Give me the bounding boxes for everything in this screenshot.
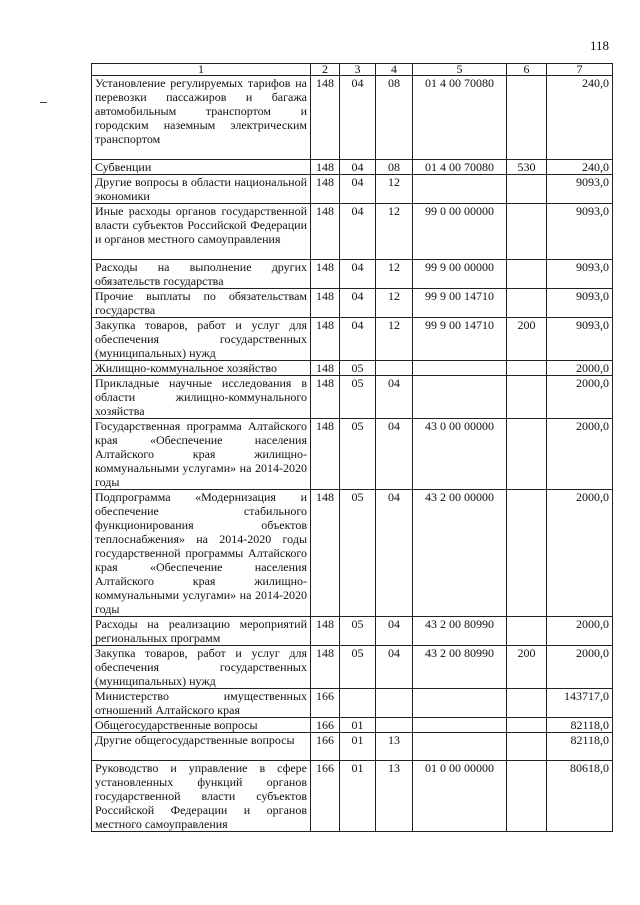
margin-mark [40,102,47,103]
cell-name: Прикладные научные исследования в области жилищно-коммунального хозяйства [92,376,311,419]
cell-sum: 143717,0 [547,689,613,718]
cell-pr [376,718,413,733]
cell-min: 148 [311,175,340,204]
table-row [92,490,613,617]
cell-pr: 12 [376,175,413,204]
cell-name: Другие общегосударственные вопросы [92,733,311,761]
table-row [92,376,613,419]
cell-sum: 2000,0 [547,490,613,617]
cell-name: Руководство и управление в сфере установленных функций органов государственной власти субъектов Российской Федерации и органов местного самоуправления [92,761,311,832]
cell-vr [507,361,547,376]
cell-min: 148 [311,260,340,289]
table-row [92,419,613,490]
cell-min: 148 [311,76,340,160]
cell-rz: 05 [340,646,376,689]
cell-vr [507,289,547,318]
cell-rz: 04 [340,260,376,289]
cell-rz: 04 [340,318,376,361]
cell-vr [507,260,547,289]
column-header: 1 [92,64,311,76]
cell-csr: 01 0 00 00000 [413,761,507,832]
table-row [92,646,613,689]
cell-vr [507,617,547,646]
page-number: 118 [590,38,610,53]
table-row [92,733,613,761]
cell-csr: 01 4 00 70080 [413,76,507,160]
budget-table [91,63,613,832]
cell-min: 166 [311,761,340,832]
table-row [92,361,613,376]
cell-vr [507,718,547,733]
cell-vr: 530 [507,160,547,175]
cell-csr: 99 9 00 00000 [413,260,507,289]
cell-vr: 200 [507,646,547,689]
cell-sum: 9093,0 [547,260,613,289]
cell-min: 148 [311,376,340,419]
cell-pr: 04 [376,490,413,617]
cell-sum: 2000,0 [547,646,613,689]
cell-name: Расходы на выполнение других обязательств государства [92,260,311,289]
cell-vr [507,204,547,260]
cell-pr: 13 [376,761,413,832]
cell-name: Общегосударственные вопросы [92,718,311,733]
cell-name: Министерство имущественных отношений Алтайского края [92,689,311,718]
cell-rz [340,689,376,718]
cell-min: 148 [311,646,340,689]
column-header: 6 [507,64,547,76]
cell-csr: 99 0 00 00000 [413,204,507,260]
cell-min: 148 [311,318,340,361]
cell-csr: 43 2 00 80990 [413,617,507,646]
cell-vr [507,175,547,204]
cell-sum: 2000,0 [547,361,613,376]
table-row [92,289,613,318]
cell-min: 148 [311,490,340,617]
cell-vr [507,733,547,761]
cell-min: 148 [311,289,340,318]
cell-csr [413,718,507,733]
cell-name: Подпрограмма «Модернизация и обеспечение стабильного функционирования объектов теплоснабжения» на 2014-2020 годы государственной программы Алтайского края «Обеспечение населения Алтайского края жилищно-коммунальными услугами» на 2014-2020 годы [92,490,311,617]
cell-csr: 43 0 00 00000 [413,419,507,490]
cell-min: 148 [311,361,340,376]
cell-rz: 04 [340,160,376,175]
cell-name: Другие вопросы в области национальной экономики [92,175,311,204]
cell-sum: 240,0 [547,160,613,175]
column-header: 7 [547,64,613,76]
cell-name: Субвенции [92,160,311,175]
cell-pr: 08 [376,76,413,160]
cell-vr [507,490,547,617]
cell-rz: 05 [340,490,376,617]
cell-min: 148 [311,419,340,490]
column-header: 3 [340,64,376,76]
cell-sum: 2000,0 [547,376,613,419]
table-body [92,76,613,832]
cell-min: 148 [311,160,340,175]
table-row [92,76,613,160]
cell-rz: 05 [340,617,376,646]
cell-csr [413,733,507,761]
table-header-row [92,64,613,76]
cell-vr [507,76,547,160]
cell-rz: 05 [340,419,376,490]
cell-csr [413,376,507,419]
cell-name: Иные расходы органов государственной власти субъектов Российской Федерации и органов местного самоуправления [92,204,311,260]
cell-csr [413,361,507,376]
cell-pr: 12 [376,289,413,318]
cell-pr: 04 [376,646,413,689]
cell-rz: 01 [340,733,376,761]
table-row [92,160,613,175]
cell-rz: 05 [340,376,376,419]
cell-pr: 04 [376,376,413,419]
cell-csr: 99 9 00 14710 [413,289,507,318]
cell-min: 166 [311,718,340,733]
column-header: 4 [376,64,413,76]
column-header: 5 [413,64,507,76]
table-row [92,761,613,832]
cell-rz: 04 [340,76,376,160]
cell-sum: 9093,0 [547,318,613,361]
table-row [92,175,613,204]
cell-rz: 05 [340,361,376,376]
cell-name: Установление регулируемых тарифов на перевозки пассажиров и багажа автомобильным транспортом и городским наземным электрическим транспортом [92,76,311,160]
cell-min: 166 [311,689,340,718]
cell-vr [507,419,547,490]
cell-csr [413,689,507,718]
cell-vr: 200 [507,318,547,361]
cell-name: Прочие выплаты по обязательствам государства [92,289,311,318]
table-row [92,689,613,718]
cell-min: 166 [311,733,340,761]
cell-pr: 12 [376,204,413,260]
cell-rz: 04 [340,175,376,204]
cell-pr: 13 [376,733,413,761]
table-row [92,617,613,646]
table-row [92,204,613,260]
table-row [92,718,613,733]
cell-pr [376,689,413,718]
cell-csr [413,175,507,204]
cell-rz: 01 [340,718,376,733]
cell-min: 148 [311,617,340,646]
cell-csr: 99 9 00 14710 [413,318,507,361]
cell-pr: 12 [376,260,413,289]
cell-csr: 01 4 00 70080 [413,160,507,175]
cell-name: Расходы на реализацию мероприятий региональных программ [92,617,311,646]
cell-sum: 9093,0 [547,204,613,260]
cell-name: Закупка товаров, работ и услуг для обеспечения государственных (муниципальных) нужд [92,646,311,689]
cell-pr: 08 [376,160,413,175]
cell-name: Жилищно-коммунальное хозяйство [92,361,311,376]
cell-min: 148 [311,204,340,260]
cell-rz: 01 [340,761,376,832]
cell-sum: 2000,0 [547,617,613,646]
cell-pr: 12 [376,318,413,361]
cell-sum: 82118,0 [547,733,613,761]
cell-pr: 04 [376,617,413,646]
cell-sum: 240,0 [547,76,613,160]
cell-sum: 9093,0 [547,289,613,318]
cell-csr: 43 2 00 80990 [413,646,507,689]
cell-sum: 9093,0 [547,175,613,204]
cell-vr [507,761,547,832]
cell-sum: 82118,0 [547,718,613,733]
cell-name: Государственная программа Алтайского края «Обеспечение населения Алтайского края жилищно-коммунальными услугами» на 2014-2020 годы [92,419,311,490]
cell-vr [507,376,547,419]
column-header: 2 [311,64,340,76]
table-row [92,260,613,289]
cell-pr: 04 [376,419,413,490]
cell-name: Закупка товаров, работ и услуг для обеспечения государственных (муниципальных) нужд [92,318,311,361]
cell-rz: 04 [340,204,376,260]
cell-sum: 2000,0 [547,419,613,490]
cell-rz: 04 [340,289,376,318]
table-row [92,318,613,361]
cell-vr [507,689,547,718]
cell-csr: 43 2 00 00000 [413,490,507,617]
cell-pr [376,361,413,376]
cell-sum: 80618,0 [547,761,613,832]
